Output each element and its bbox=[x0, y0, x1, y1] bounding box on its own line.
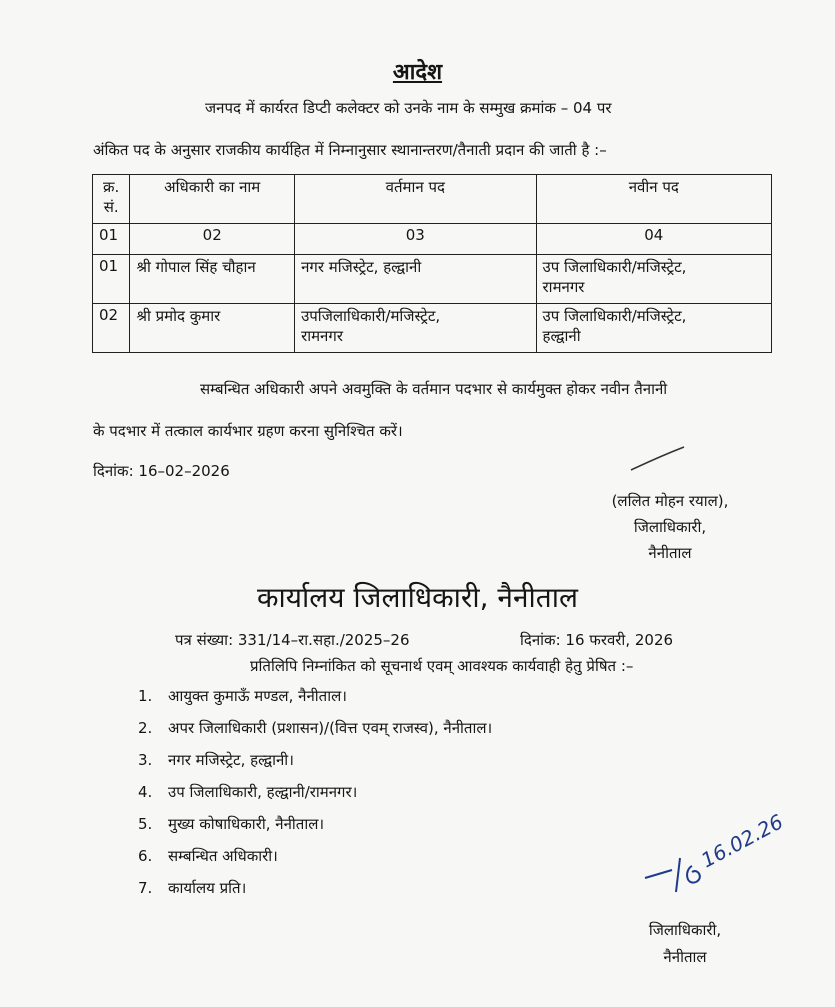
intro-line-1: जनपद में कार्यरत डिप्टी कलेक्टर को उनके नाम के सम्मुख क्रमांक – 04 पर bbox=[205, 99, 612, 117]
order-title: आदेश bbox=[392, 60, 443, 85]
signatory-designation: जिलाधिकारी, bbox=[648, 921, 722, 939]
list-item-number: 3. bbox=[138, 751, 153, 769]
list-item-text: अपर जिलाधिकारी (प्रशासन)/(वित्त एवम् राजस्व), नैनीताल। bbox=[168, 719, 493, 737]
list-item-text: सम्बन्धित अधिकारी। bbox=[168, 847, 278, 865]
list-item bbox=[138, 715, 492, 747]
row-officer-name: श्री प्रमोद कुमार bbox=[130, 304, 295, 353]
list-item bbox=[138, 811, 492, 843]
list-item-text: कार्यालय प्रति। bbox=[168, 879, 247, 897]
intro-line-2: अंकित पद के अनुसार राजकीय कार्यहित में निम्नानुसार स्थानान्तरण/तैनाती प्रदान की जाती है :– bbox=[93, 141, 607, 159]
header-current-post: वर्तमान पद bbox=[295, 175, 536, 224]
colnum-2: 02 bbox=[130, 224, 295, 255]
new-post-line: रामनगर bbox=[542, 278, 585, 296]
signatory-place: नैनीताल bbox=[648, 544, 692, 562]
handwritten-initial-date-icon bbox=[640, 800, 820, 900]
signature-block-1 bbox=[560, 488, 780, 566]
row-serial: 02 bbox=[93, 304, 130, 353]
signatory-name: (ललित मोहन रयाल), bbox=[611, 492, 729, 510]
colnum-3: 03 bbox=[295, 224, 536, 255]
list-item-number: 2. bbox=[138, 719, 153, 737]
handwritten-date: 16.02.26 bbox=[697, 809, 787, 873]
letter-number: पत्र संख्या: 331/14–रा.सहा./2025–26 bbox=[175, 631, 410, 649]
table-row bbox=[93, 304, 772, 353]
current-post-line: रामनगर bbox=[301, 327, 343, 345]
row-serial: 01 bbox=[93, 255, 130, 304]
row-new-post bbox=[536, 304, 771, 353]
list-item bbox=[138, 683, 492, 715]
new-post-line: उप जिलाधिकारी/मजिस्ट्रेट, bbox=[542, 307, 687, 325]
office-heading: कार्यालय जिलाधिकारी, नैनीताल bbox=[257, 581, 578, 614]
signatory-place: नैनीताल bbox=[663, 948, 707, 966]
colnum-1: 01 bbox=[93, 224, 130, 255]
table-row bbox=[93, 255, 772, 304]
current-post-line: नगर मजिस्ट्रेट, हल्द्वानी bbox=[301, 258, 422, 276]
list-item-text: नगर मजिस्ट्रेट, हल्द्वानी। bbox=[168, 751, 294, 769]
signature-stroke-icon bbox=[628, 444, 688, 474]
row-officer-name: श्री गोपाल सिंह चौहान bbox=[130, 255, 295, 304]
list-item bbox=[138, 747, 492, 779]
list-item-text: उप जिलाधिकारी, हल्द्वानी/रामनगर। bbox=[168, 783, 358, 801]
header-officer-name: अधिकारी का नाम bbox=[130, 175, 295, 224]
row-new-post bbox=[536, 255, 771, 304]
list-item bbox=[138, 875, 492, 907]
closing-line-1: सम्बन्धित अधिकारी अपने अवमुक्ति के वर्तमान पदभार से कार्यमुक्त होकर नवीन तैनानी bbox=[200, 380, 668, 398]
colnum-4: 04 bbox=[536, 224, 771, 255]
list-item-number: 5. bbox=[138, 815, 153, 833]
table-header-row bbox=[93, 175, 772, 224]
table-column-number-row bbox=[93, 224, 772, 255]
list-item bbox=[138, 779, 492, 811]
header-new-post: नवीन पद bbox=[536, 175, 771, 224]
copy-forwarded-line: प्रतिलिपि निम्नांकित को सूचनार्थ एवम् आवश्यक कार्यवाही हेतु प्रेषित :– bbox=[250, 657, 634, 675]
current-post-line: उपजिलाधिकारी/मजिस्ट्रेट, bbox=[301, 307, 441, 325]
list-item-number: 6. bbox=[138, 847, 153, 865]
letter-date: दिनांक: 16 फरवरी, 2026 bbox=[520, 631, 674, 649]
list-item-number: 1. bbox=[138, 687, 153, 705]
list-item-number: 7. bbox=[138, 879, 153, 897]
list-item-number: 4. bbox=[138, 783, 153, 801]
list-item-text: मुख्य कोषाधिकारी, नैनीताल। bbox=[168, 815, 325, 833]
header-serial: क्र. सं. bbox=[93, 175, 130, 224]
closing-line-2: के पदभार में तत्काल कार्यभार ग्रहण करना सुनिश्चित करें। bbox=[93, 422, 403, 440]
row-current-post bbox=[295, 255, 536, 304]
list-item-text: आयुक्त कुमाऊँ मण्डल, नैनीताल। bbox=[168, 687, 347, 705]
signature-block-2 bbox=[595, 917, 775, 971]
list-item bbox=[138, 843, 492, 875]
transfer-table bbox=[92, 174, 772, 353]
new-post-line: हल्द्वानी bbox=[542, 327, 581, 345]
row-current-post bbox=[295, 304, 536, 353]
order-date: दिनांक: 16–02–2026 bbox=[93, 462, 230, 480]
distribution-list bbox=[138, 683, 492, 907]
signatory-designation: जिलाधिकारी, bbox=[633, 518, 707, 536]
new-post-line: उप जिलाधिकारी/मजिस्ट्रेट, bbox=[542, 258, 687, 276]
